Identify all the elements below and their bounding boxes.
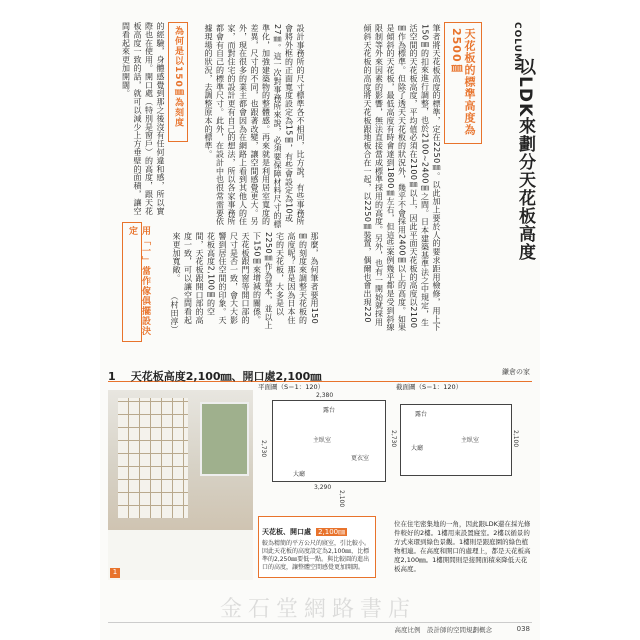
photo-icon: 1 (110, 568, 120, 578)
subhead: 天花板的標準高度為2500㎜ (450, 28, 476, 136)
room-label: 主臥室 (461, 437, 480, 444)
column-body-2: 設計事務所的尺寸標準各不相同，比方說，有些事務所會將外框的正面寬度設定為15㎜，有些會設定為10或27㎜。這一次對事務所來說，必須要保障材料尺寸的標準化，加強建築物的整體感。再來就是利用居室寬度的差異，尺寸的不同，也跟著改變，讓空間感覺更大。另外，現在很多的業主都會因為在網路上看到其他人的住家，而對住宅的設計更有自己的想法，所以各家事務所都會有自己的標準尺寸。此外，在設計中也很常需要依據現場的狀況，去調整原本的標準。 (204, 24, 305, 229)
caption-text: 較為精簡的平方公尺的寢室，引比較小。因此天花板的高度設定為2,100㎜，比標準的2,250㎜要低一點。與比較圓的進出口的高度，讓整體空間感覺更加開闊。 (262, 540, 371, 571)
section-title: 天花板高度2,100㎜、開口處2,100㎜ (130, 370, 322, 383)
section-drawing-title: 截面圖（S＝1：120） (396, 383, 463, 391)
section-number: 1 (108, 370, 116, 383)
room-label: 露台 (323, 407, 336, 414)
column-body-4: 的經驗，身體感覺到那之後沒有任何違和感，所以實際也在使用。開口處（特別是窗戶）的高度，跟天花板高度一致的話，就可以減少上方垂壁的面積，讓空間看起來更加開闊。 (121, 22, 165, 216)
footer-title: 高度比例 設計師的空間規劃概念 (394, 626, 492, 634)
plan-title: 平面圖（S＝1：120） (258, 383, 325, 391)
room-label: 主臥室 (313, 437, 332, 444)
caption-value: 2,100㎜ (318, 528, 346, 536)
column-tag: COLUMN (512, 22, 522, 72)
room-label: 露台 (415, 411, 428, 418)
column-title: 以LDK來劃分天花板高度 (515, 58, 535, 262)
photo-caption (258, 516, 376, 578)
window (200, 402, 249, 476)
footer (108, 622, 532, 635)
dimension: 2,100 (512, 430, 519, 448)
section-plan (400, 404, 512, 476)
room-label: 大廳 (411, 445, 424, 452)
orange-note: 為何是以150㎜為刻度 (173, 26, 183, 128)
dimension: 2,730 (390, 430, 397, 448)
room-label: 更衣室 (351, 455, 370, 462)
section-heading (108, 365, 532, 382)
dimension: 3,290 (314, 484, 332, 491)
bottom-text: 位在住宅密集地的一角，因此跟LDK還在採光條件較好的2樓。1樓用來設置寢室。2樓以循景的方式來環到綠色景觀。1樓則是跟庭園的綠色植物相連。在高度和開口的處理上，都是天花板高度2,100㎜。1樓開間則是接開面積來降低天花板高度。 (394, 520, 531, 573)
dimension: 2,100 (338, 490, 345, 508)
dimension: 2,730 (260, 440, 267, 458)
column-body-3: 那麼，為何筆者要用150㎜的刻度來調整天花板的高度呢？那是因為日本住宅的天花板，大多是以2250㎜作為基本，並以上下150㎜來增減的關係。天花板跟門窗等開口部的尺寸是否一致，會大大影響到居住空間的印象。天花板高度2,100㎜的空間，天花板跟開口部的高度一致，可以讓空間看起來更加寬敞。 (172, 232, 319, 330)
caption-label: 天花板、開口處 (262, 528, 311, 536)
room-label: 大廳 (293, 471, 306, 478)
column-body-1: 筆者將天花板高度的標準，定在2250㎜。以此加上要於人的要求距用檢修，用上下150㎜的扣來進行調整，也於2100~2400㎜之間。日本建築基準法之中規定，生活空間的天花板高度，平均值必須在2100㎜以上，因此平面天花板的高度以2100㎜作為標準。但除了透天天花板的狀況外，幾乎不會採用2400㎜以上的高度。如果是傾斜的天花板，最低高度有時會達到1800㎜左右，但這些案例幾乎都是受到斜線限制等外來因素的影響，無法直接當成標準採用的高度。另外，也有一開始就採用傾斜天花板的高度將天花板跟地板合在一起，以2250㎜裝置，偶爾也會出現220 (363, 24, 441, 332)
bedroom-photo (108, 390, 253, 580)
dimension: 2,380 (316, 392, 334, 399)
watermark: 金石堂網路書店 (220, 597, 417, 622)
bed (108, 530, 253, 580)
subhead2: 用「一」當作傢俱擺設決定 (127, 226, 150, 336)
credit: （村田淳） (170, 292, 179, 334)
shoji-grid (118, 398, 188, 518)
page-number: 038 (516, 625, 530, 633)
book-page (100, 0, 540, 640)
floor-plan (272, 400, 386, 482)
project-name: 鎌倉の家 (502, 368, 530, 376)
